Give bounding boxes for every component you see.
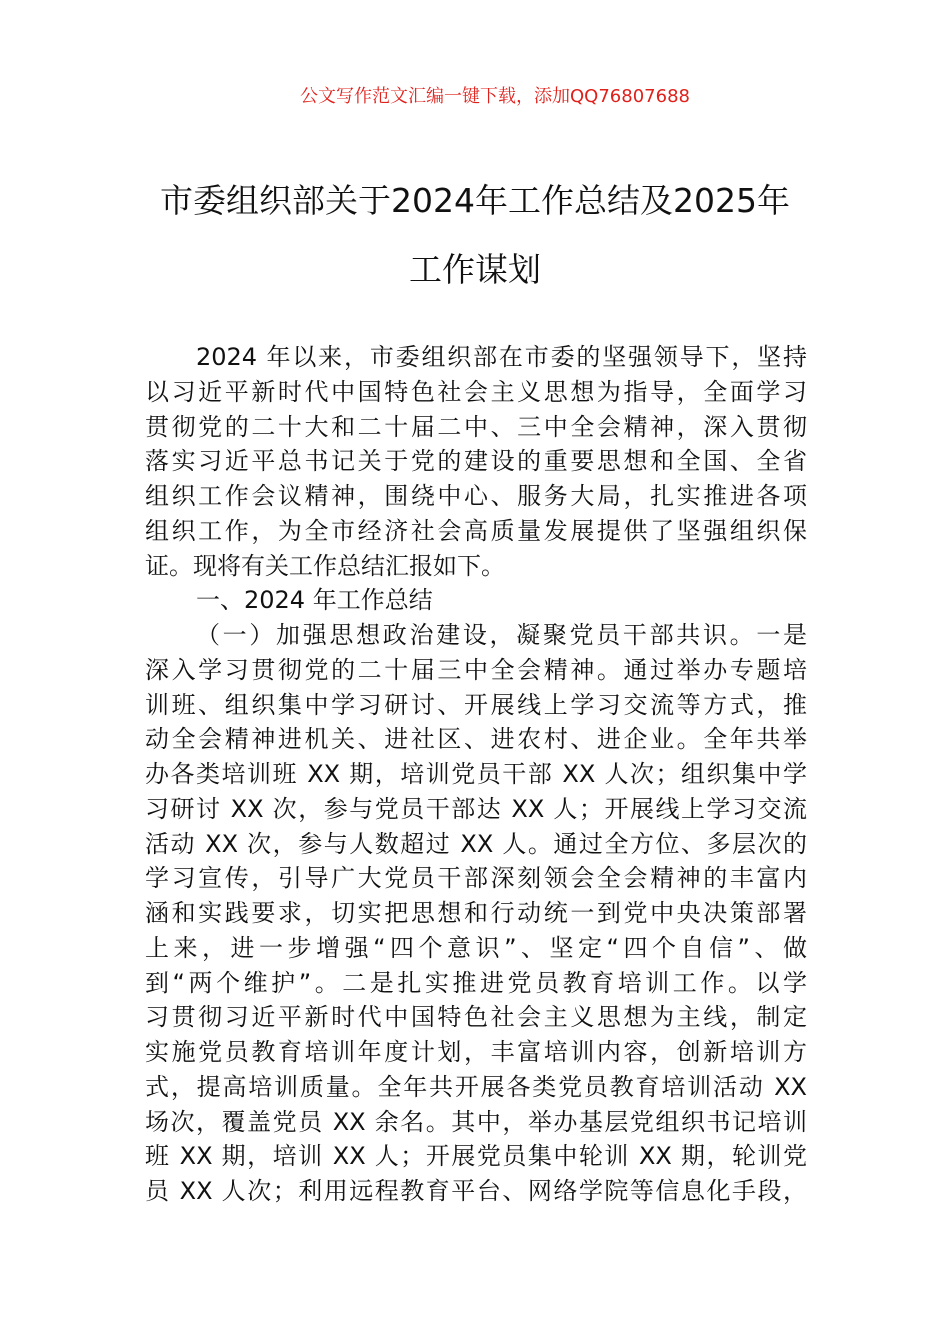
body-text-line: 组织工作，为全市经济社会高质量发展提供了坚强组织保 bbox=[145, 516, 807, 545]
body-text-line: 学习宣传，引导广大党员干部深刻领会全会精神的丰富内 bbox=[145, 864, 807, 893]
body-text-line: 办各类培训班 XX 期，培训党员干部 XX 人次；组织集中学 bbox=[145, 760, 807, 788]
body-text-line: 员 XX 人次；利用远程教育平台、网络学院等信息化手段， bbox=[145, 1177, 807, 1205]
body-text-line: 组织工作会议精神，围绕中心、服务大局，扎实推进各项 bbox=[145, 482, 807, 510]
section-heading: 一、2024 年工作总结 bbox=[196, 586, 433, 615]
body-text-line: 落实习近平总书记关于党的建设的重要思想和全国、全省 bbox=[145, 447, 807, 476]
body-text-line: 实施党员教育培训年度计划，丰富培训内容，创新培训方 bbox=[145, 1038, 807, 1066]
body-text-line: 上来，进一步增强“四个意识”、坚定“四个自信”、做 bbox=[145, 933, 807, 962]
body-text-line: （一）加强思想政治建设，凝聚党员干部共识。一是 bbox=[196, 621, 807, 649]
document-body bbox=[145, 340, 807, 1209]
download-banner: 公文写作范文汇编一键下载，添加QQ76807688 bbox=[300, 86, 690, 107]
body-text-line: 习研讨 XX 次，参与党员干部达 XX 人；开展线上学习交流 bbox=[145, 794, 807, 823]
body-text-line: 习贯彻习近平新时代中国特色社会主义思想为主线，制定 bbox=[145, 1003, 807, 1032]
body-text-line: 活动 XX 次，参与人数超过 XX 人。通过全方位、多层次的 bbox=[145, 829, 807, 858]
document-title-line-2: 工作谋划 bbox=[409, 250, 541, 289]
body-text-line: 动全会精神进机关、进社区、进农村、进企业。全年共举 bbox=[145, 725, 807, 754]
body-text-line: 深入学习贯彻党的二十届三中全会精神。通过举办专题培 bbox=[145, 655, 807, 684]
body-text-line: 2024 年以来，市委组织部在市委的坚强领导下，坚持 bbox=[196, 343, 807, 371]
body-text-line: 训班、组织集中学习研讨、开展线上学习交流等方式，推 bbox=[145, 690, 807, 719]
body-text-line: 涵和实践要求，切实把思想和行动统一到党中央决策部署 bbox=[145, 899, 807, 927]
body-text-line: 式，提高培训质量。全年共开展各类党员教育培训活动 XX bbox=[145, 1072, 807, 1101]
body-text-line: 到“两个维护”。二是扎实推进党员教育培训工作。以学 bbox=[145, 968, 807, 997]
body-text-line: 贯彻党的二十大和二十届二中、三中全会精神，深入贯彻 bbox=[145, 412, 807, 441]
body-text-line: 证。现将有关工作总结汇报如下。 bbox=[145, 551, 505, 580]
body-text-line: 场次，覆盖党员 XX 余名。其中，举办基层党组织书记培训 bbox=[145, 1107, 807, 1136]
body-text-line: 以习近平新时代中国特色社会主义思想为指导，全面学习 bbox=[145, 377, 807, 406]
document-title-line-1: 市委组织部关于2024年工作总结及2025年 bbox=[160, 181, 790, 220]
body-text-line: 班 XX 期，培训 XX 人；开展党员集中轮训 XX 期，轮训党 bbox=[145, 1142, 807, 1171]
